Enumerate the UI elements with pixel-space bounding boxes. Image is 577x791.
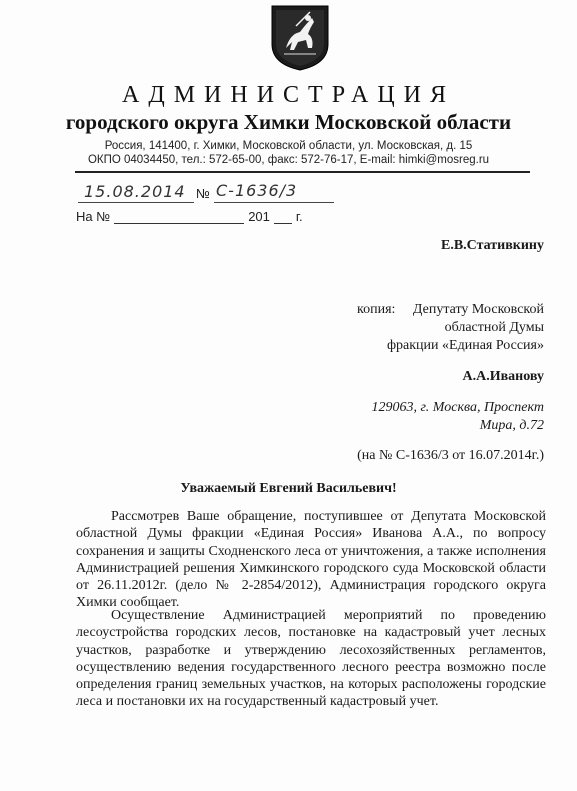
body-paragraph: Осуществление Администрацией мероприятий по проведению лесоустройства городских лесов, постановке на кадастровый учет лесных участков, разработке и утверждению лесохозяйственных регламентов, осуществлению ведения государственного лесного реестра возможно после определения границ земельных участков, на которых расположены городские леса и постановки их на государственный кадастровый учет.: [76, 608, 546, 710]
organization-subtitle: городского округа Химки Московской области: [65, 110, 512, 134]
number-underline: [214, 202, 334, 203]
primary-recipient: Е.В.Стативкину: [441, 238, 544, 253]
body-paragraph: Рассмотрев Ваше обращение, поступившее от Депутата Московской областной Думы фракции «Единая Россия» Иванова А.А., по вопросу сохранения и защиты Сходненского леса от уничтожения, а также исполнения Администрацией решения Химкинского городского суда Московской области от 26.11.2012г. (дело № 2-2854/2012), Администрация городского округа Химки сообщает.: [76, 509, 546, 611]
header-divider: [75, 171, 530, 173]
coat-of-arms-icon: [270, 4, 330, 72]
contact-line: ОКПО 04034450, тел.: 572-65-00, факс: 572-76-17, E-mail: himki@mosreg.ru: [87, 154, 490, 166]
number-label: №: [196, 186, 210, 201]
year-suffix: г.: [295, 209, 303, 224]
year-label: 201: [248, 209, 270, 224]
registration-line: [74, 180, 334, 204]
year-blank: [274, 211, 292, 224]
copy-recipient-line: Депутату Московской: [412, 302, 544, 317]
recipient-address-line: Мира, д.72: [479, 418, 544, 433]
reply-to-line: [76, 209, 303, 224]
salutation: Уважаемый Евгений Васильевич!: [180, 481, 397, 496]
copy-label: копия:: [357, 302, 396, 317]
page-title: АДМИНИСТРАЦИЯ: [122, 82, 455, 108]
handwritten-number: С-1636/3: [216, 181, 298, 200]
secondary-recipient: А.А.Иванову: [462, 369, 544, 384]
address-line: Россия, 141400, г. Химки, Московской области, ул. Московская, д. 15: [104, 140, 473, 152]
copy-recipient-line: областной Думы: [444, 320, 544, 335]
recipient-address-line: 129063, г. Москва, Проспект: [371, 400, 544, 415]
reference-line: (на № С-1636/3 от 16.07.2014г.): [357, 448, 544, 463]
date-underline: [78, 202, 194, 203]
handwritten-date: 15.08.2014: [84, 182, 186, 201]
na-blank: [114, 211, 244, 224]
na-label: На №: [76, 209, 111, 224]
copy-recipient-line: фракции «Единая Россия»: [386, 338, 544, 353]
